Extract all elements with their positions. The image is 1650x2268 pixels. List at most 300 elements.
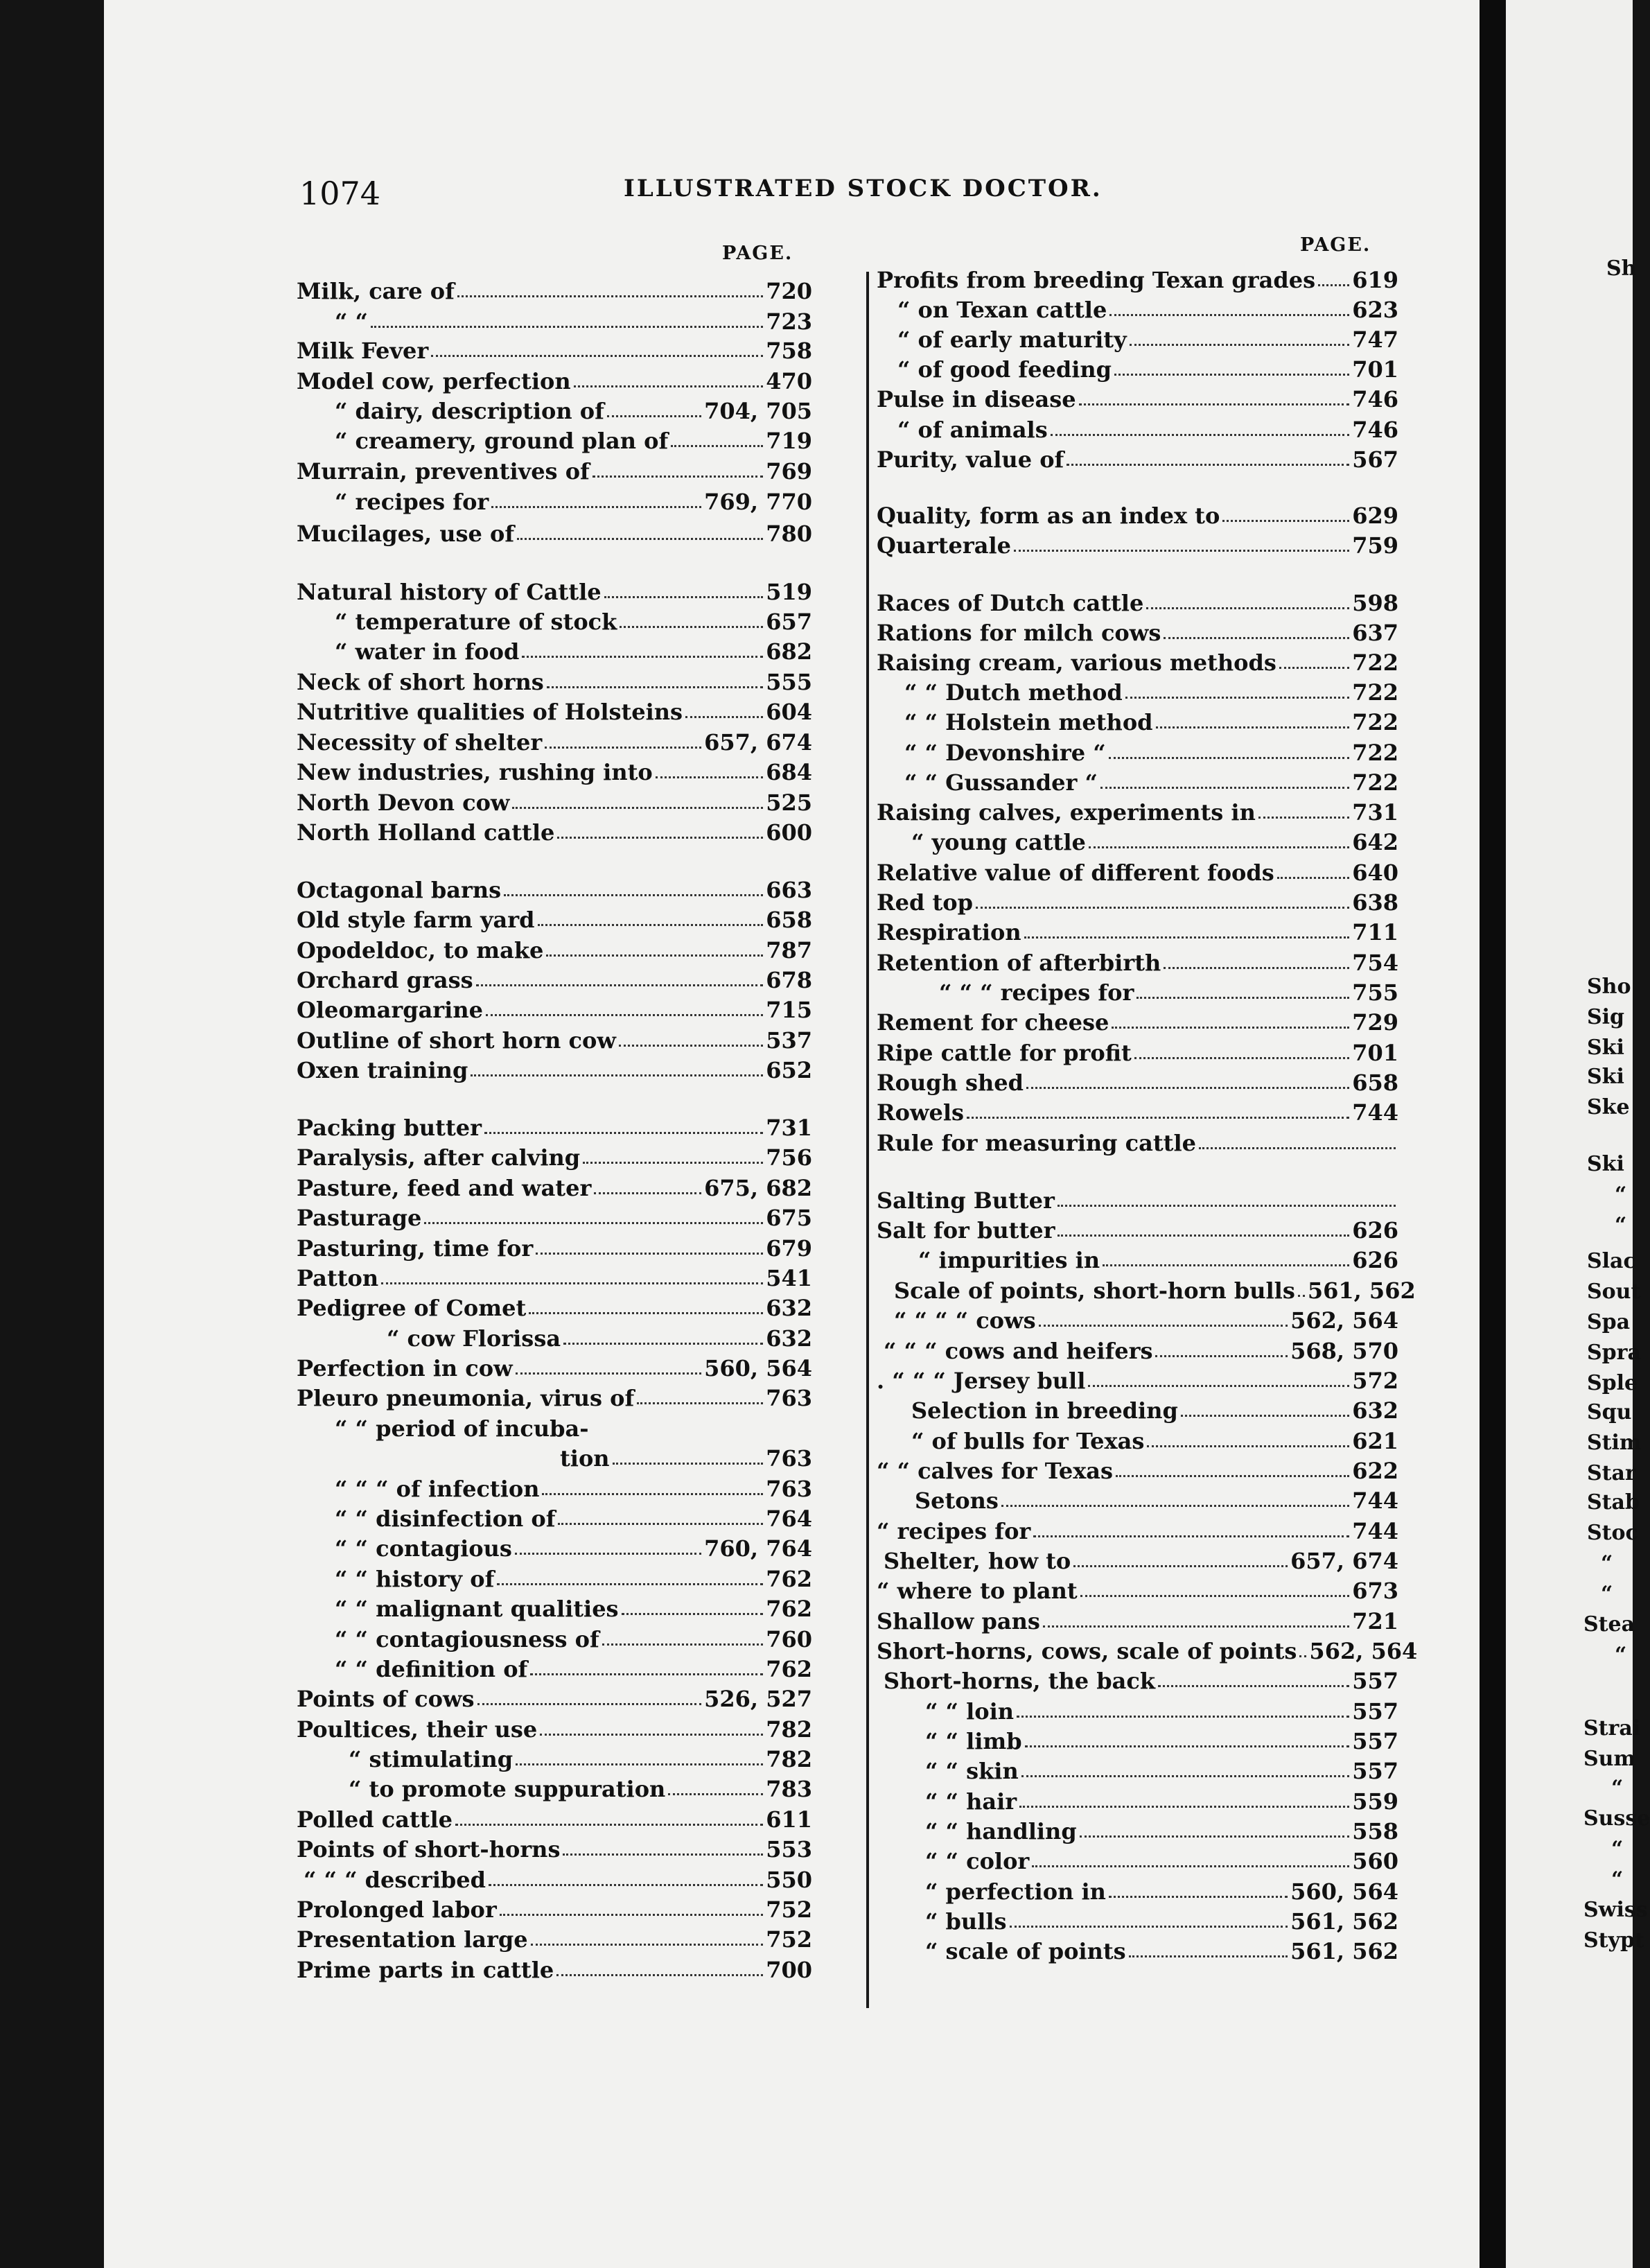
index-entry-label: Retention of afterbirth <box>877 950 1161 976</box>
dot-leader <box>1158 1685 1349 1687</box>
index-entry-page: 638 <box>1352 889 1398 916</box>
index-entry <box>918 1248 1398 1273</box>
index-entry-page: 557 <box>1352 1758 1398 1784</box>
index-entry-page: 626 <box>1352 1217 1398 1244</box>
dot-leader <box>1298 1295 1305 1297</box>
index-entry-label: Milk Fever <box>297 338 429 364</box>
index-entry-page: 632 <box>766 1295 812 1321</box>
index-entry-page: 657 <box>766 609 812 635</box>
index-entry-label: “ “ loin <box>925 1698 1015 1725</box>
index-entry-label: Poultices, their use <box>297 1716 538 1743</box>
index-entry <box>297 1686 812 1711</box>
dot-leader <box>516 1763 763 1765</box>
index-entry-page: 682 <box>766 638 812 665</box>
dot-leader <box>1032 1865 1349 1867</box>
index-entry <box>877 1638 1418 1664</box>
dot-leader <box>531 1944 764 1946</box>
index-entry-page: 541 <box>766 1265 812 1291</box>
index-entry-label: “ dairy, description of <box>335 398 604 424</box>
index-entry-page: 561, 562 <box>1290 1938 1398 1964</box>
index-entry <box>877 1070 1398 1095</box>
dot-leader <box>489 1884 763 1886</box>
dot-leader <box>1033 1535 1349 1537</box>
index-entry-label: Orchard grass <box>297 967 473 993</box>
dot-leader <box>619 1045 763 1047</box>
index-entry-label: “ “ color <box>925 1848 1030 1874</box>
column-divider <box>866 272 869 2008</box>
index-entry-label: “ “ history of <box>335 1566 495 1592</box>
dot-leader <box>685 716 763 718</box>
dot-leader <box>1039 1325 1288 1327</box>
index-entry-label: Short-horns, cows, scale of points <box>877 1638 1297 1664</box>
index-entry <box>939 980 1398 1005</box>
dot-leader <box>1130 344 1350 346</box>
index-entry-label: . “ “ “ Jersey bull <box>877 1368 1086 1394</box>
index-entry-label: New industries, rushing into <box>297 759 653 785</box>
index-entry-page: 722 <box>1352 649 1398 676</box>
index-entry-page: 722 <box>1352 709 1398 735</box>
dot-leader <box>607 415 701 417</box>
index-entry-page: 755 <box>1352 979 1398 1006</box>
facing-page-fragment: Slac <box>1587 1249 1636 1273</box>
index-entry-page: 553 <box>766 1836 812 1863</box>
dot-leader <box>1001 1505 1349 1507</box>
index-entry-label: North Holland cattle <box>297 819 555 846</box>
index-entry-page: 561, 562 <box>1307 1277 1416 1304</box>
index-entry-page: 782 <box>766 1716 812 1743</box>
dot-leader <box>486 1014 763 1016</box>
index-entry-page: 731 <box>1352 799 1398 826</box>
index-entry <box>925 1909 1398 1934</box>
index-entry-page: 763 <box>766 1385 812 1411</box>
index-entry <box>297 1296 812 1320</box>
index-entry-page: 684 <box>766 759 812 785</box>
index-entry-label: Raising calves, experiments in <box>877 799 1256 826</box>
index-entry-label: Paralysis, after calving <box>297 1144 581 1171</box>
dot-leader <box>497 1583 763 1585</box>
facing-page-fragment: “ <box>1601 1582 1613 1606</box>
dot-leader <box>491 506 701 508</box>
index-entry-label: “ of early maturity <box>897 326 1127 353</box>
index-entry-page: 704, 705 <box>704 398 812 424</box>
index-entry <box>297 1115 812 1140</box>
facing-page-fragment: Spra <box>1587 1341 1641 1365</box>
facing-page-fragment: “ <box>1615 1213 1627 1237</box>
index-entry <box>884 1668 1398 1693</box>
index-entry <box>877 1010 1398 1035</box>
index-entry <box>297 1386 812 1411</box>
index-entry <box>925 1759 1398 1783</box>
dot-leader <box>1079 403 1350 405</box>
index-entry <box>297 1957 812 1982</box>
dot-leader <box>1080 1835 1350 1838</box>
index-entry-label: “ “ “ of infection <box>335 1476 540 1502</box>
index-entry <box>884 1549 1398 1573</box>
index-entry <box>335 609 812 634</box>
index-entry-page: 559 <box>1352 1788 1398 1815</box>
index-entry <box>877 533 1398 558</box>
index-entry <box>877 1519 1398 1544</box>
index-entry <box>297 878 812 902</box>
index-entry <box>335 1536 812 1561</box>
index-entry-label: Rowels <box>877 1099 965 1126</box>
dot-leader <box>1279 667 1349 669</box>
index-entry-label: Short-horns, the back <box>884 1668 1155 1694</box>
index-entry-page: 722 <box>1352 769 1398 796</box>
index-entry-label: “ of animals <box>897 417 1048 443</box>
index-entry <box>877 920 1398 945</box>
dot-leader <box>558 1523 763 1525</box>
index-entry <box>894 1277 1416 1304</box>
index-entry-label: Natural history of Cattle <box>297 579 602 605</box>
index-entry-page: 746 <box>1352 386 1398 412</box>
index-entry-label: Rule for measuring cattle <box>877 1130 1196 1156</box>
dot-leader <box>1051 434 1349 436</box>
index-entry <box>877 447 1398 472</box>
index-entry-label: Presentation large <box>297 1926 528 1953</box>
index-entry-label: North Devon cow <box>297 790 510 816</box>
index-entry <box>297 1176 812 1201</box>
index-entry <box>349 1777 812 1802</box>
dot-leader <box>656 776 763 778</box>
facing-page-fragment: Star <box>1587 1461 1636 1485</box>
index-entry <box>304 1867 812 1892</box>
index-entry-page: 787 <box>766 937 812 963</box>
dot-leader <box>530 1673 763 1675</box>
index-entry <box>297 1205 812 1230</box>
index-entry-label: “ recipes for <box>877 1518 1031 1544</box>
index-entry-label: Red top <box>877 889 973 916</box>
index-entry-label: “ “ limb <box>925 1728 1022 1754</box>
index-entry-label: Selection in breeding <box>911 1397 1178 1424</box>
dot-leader <box>668 1793 763 1795</box>
index-entry-label: “ “ Gussander “ <box>904 769 1098 796</box>
index-entry-label: Old style farm yard <box>297 907 535 933</box>
index-entry <box>387 1326 812 1351</box>
dot-leader <box>1024 936 1350 939</box>
dot-leader <box>1116 1475 1349 1477</box>
index-entry-label: Points of short-horns <box>297 1836 561 1863</box>
dot-leader <box>381 1282 763 1284</box>
index-entry-label: “ “ “ described <box>304 1867 486 1893</box>
index-entry-page: 747 <box>1352 326 1398 353</box>
dot-leader <box>613 1463 764 1465</box>
dot-leader <box>1017 1716 1349 1718</box>
index-entry <box>911 830 1398 855</box>
index-entry-page: 721 <box>1352 1608 1398 1634</box>
dot-leader <box>1181 1415 1349 1417</box>
index-entry <box>897 357 1398 382</box>
index-entry <box>877 1188 1398 1213</box>
index-entry-label: “ water in food <box>335 638 520 665</box>
index-entry-label: Mucilages, use of <box>297 521 515 547</box>
index-entry-label: Pasture, feed and water <box>297 1175 592 1201</box>
index-entry-label: Neck of short horns <box>297 669 544 695</box>
dot-leader <box>457 295 763 297</box>
index-entry <box>911 1398 1398 1423</box>
index-entry <box>297 1058 812 1083</box>
index-entry <box>877 1040 1398 1065</box>
index-entry <box>297 1236 812 1261</box>
index-entry-page: 764 <box>766 1506 812 1532</box>
dot-leader <box>542 1493 763 1495</box>
index-entry-label: Pasturing, time for <box>297 1235 534 1262</box>
facing-page-fragment: Susse <box>1583 1806 1650 1831</box>
dot-leader <box>602 1643 763 1646</box>
index-entry <box>877 800 1398 825</box>
index-entry-page: 550 <box>766 1867 812 1893</box>
index-entry-page: 763 <box>766 1445 812 1472</box>
dot-leader <box>620 626 763 628</box>
index-entry <box>904 770 1398 795</box>
index-entry-page: 720 <box>766 278 812 304</box>
index-entry-label: Quality, form as an index to <box>877 503 1220 529</box>
index-entry-page: 611 <box>766 1806 812 1833</box>
index-entry-page: 621 <box>1352 1428 1398 1454</box>
index-entry-label: Pedigree of Comet <box>297 1295 527 1321</box>
page-number: 1074 <box>299 175 381 212</box>
index-entry-page: 519 <box>766 579 812 605</box>
dot-leader <box>1299 1655 1306 1657</box>
index-entry-label: Model cow, perfection <box>297 368 571 394</box>
index-entry-page: 567 <box>1352 446 1398 473</box>
index-entry-label: Polled cattle <box>297 1806 453 1833</box>
index-entry-label: “ stimulating <box>349 1746 514 1772</box>
facing-page-fragment: Stea <box>1583 1612 1635 1637</box>
facing-page-fragment: Stab <box>1587 1490 1640 1515</box>
index-entry-page: 701 <box>1352 356 1398 383</box>
index-entry-page: 744 <box>1352 1099 1398 1126</box>
index-entry <box>297 1356 812 1381</box>
index-entry-page: 722 <box>1352 679 1398 706</box>
index-entry-page: 604 <box>766 699 812 725</box>
index-entry-page: 663 <box>766 877 812 903</box>
index-entry <box>877 1458 1398 1483</box>
index-entry <box>877 387 1398 412</box>
dot-leader <box>538 924 764 926</box>
index-entry <box>297 369 812 394</box>
index-entry-page: 537 <box>766 1027 812 1054</box>
index-entry <box>925 1699 1398 1724</box>
book-gutter <box>1480 0 1506 2268</box>
index-entry-page: 722 <box>1352 740 1398 766</box>
index-entry-page: 752 <box>766 1896 812 1923</box>
facing-page-fragment: Ski <box>1587 1036 1624 1060</box>
dot-leader <box>557 837 763 839</box>
index-entry-page: 637 <box>1352 620 1398 646</box>
index-entry-page: 673 <box>1352 1578 1398 1604</box>
index-entry-page: 658 <box>1352 1070 1398 1096</box>
dot-leader <box>455 1824 763 1826</box>
dot-leader <box>545 747 701 749</box>
dot-leader <box>967 1117 1349 1119</box>
dot-leader <box>671 445 763 447</box>
facing-page-fragment: Sple <box>1587 1371 1638 1395</box>
index-entry <box>925 1849 1398 1874</box>
dot-leader <box>1109 314 1349 316</box>
index-entry-label: Octagonal barns <box>297 877 502 903</box>
index-entry-page: 756 <box>766 1144 812 1171</box>
index-entry-label: Milk, care of <box>297 278 455 304</box>
index-entry <box>335 399 812 424</box>
index-entry-label: “ temperature of stock <box>335 609 617 635</box>
index-entry-page: 769, 770 <box>704 489 812 515</box>
dot-leader <box>1134 1057 1349 1059</box>
dot-leader <box>1103 1264 1349 1266</box>
index-entry-label: Patton <box>297 1265 379 1291</box>
index-entry-label: Salting Butter <box>877 1187 1055 1214</box>
dot-leader <box>547 686 763 688</box>
index-entry <box>297 579 812 604</box>
dot-leader <box>1073 1565 1288 1567</box>
index-entry <box>297 459 812 484</box>
index-entry <box>297 968 812 993</box>
index-entry <box>335 428 812 453</box>
index-entry-label: Opodeldoc, to make <box>297 937 544 963</box>
facing-page-fragment: Ski <box>1587 1065 1624 1089</box>
index-entry <box>877 650 1398 675</box>
facing-page-fragment: Sout <box>1587 1280 1641 1304</box>
index-entry-page: 783 <box>766 1776 812 1802</box>
dot-leader <box>1010 1926 1288 1928</box>
index-entry-label: Pasturage <box>297 1205 422 1231</box>
dot-leader <box>1014 550 1349 552</box>
dot-leader <box>637 1402 763 1404</box>
index-entry-label: “ “ definition of <box>335 1656 528 1682</box>
index-entry-page: 555 <box>766 669 812 695</box>
index-entry-label: “ of bulls for Texas <box>911 1428 1145 1454</box>
index-entry <box>297 1717 812 1742</box>
index-entry-page: 600 <box>766 819 812 846</box>
facing-page-fragment: Sho <box>1587 975 1631 999</box>
index-entry <box>297 760 812 785</box>
index-entry <box>560 1446 812 1471</box>
dot-leader <box>1147 1445 1349 1447</box>
index-entry-label: Ripe cattle for profit <box>877 1040 1132 1066</box>
index-entry <box>904 680 1398 705</box>
dot-leader <box>546 954 763 957</box>
facing-page-fragment: Stypt <box>1583 1928 1644 1953</box>
index-entry <box>297 820 812 845</box>
index-entry-label: Outline of short horn cow <box>297 1027 616 1054</box>
index-entry-label: “ cow Florissa <box>387 1325 561 1352</box>
dot-leader <box>563 1853 763 1856</box>
index-entry <box>335 1506 812 1531</box>
dot-leader <box>484 1132 763 1134</box>
index-entry-page: 598 <box>1352 590 1398 616</box>
index-entry-page: 623 <box>1352 297 1398 323</box>
dot-leader <box>1021 1775 1350 1777</box>
index-entry <box>335 1476 812 1501</box>
index-entry-label: “ of good feeding <box>897 356 1112 383</box>
index-entry-page: 652 <box>766 1057 812 1083</box>
facing-page-fragment: Ski <box>1587 1152 1624 1176</box>
dot-leader <box>477 1703 702 1705</box>
dot-leader <box>1318 284 1349 286</box>
facing-page-fragment: Sh <box>1606 256 1637 281</box>
index-entry-label: Shelter, how to <box>884 1548 1071 1574</box>
facing-page-fragment: “ <box>1615 1643 1627 1667</box>
index-entry <box>925 1819 1398 1844</box>
index-entry-page: 658 <box>766 907 812 933</box>
dot-leader <box>476 984 764 986</box>
index-entry-page: 632 <box>1352 1397 1398 1424</box>
dot-leader <box>1199 1147 1396 1149</box>
index-entry <box>877 1218 1398 1243</box>
index-entry-page: 760 <box>766 1626 812 1652</box>
index-entry-page: 729 <box>1352 1009 1398 1036</box>
index-entry <box>925 1789 1398 1814</box>
dot-leader <box>371 326 763 328</box>
index-entry-label: Perfection in cow <box>297 1355 513 1381</box>
dot-leader <box>471 1074 763 1076</box>
dot-leader <box>622 1613 764 1615</box>
index-entry <box>297 521 812 546</box>
index-entry-page: 632 <box>766 1325 812 1352</box>
index-entry-label: Purity, value of <box>877 446 1064 473</box>
index-entry <box>335 1657 812 1682</box>
index-entry <box>335 1627 812 1652</box>
index-entry-label: “ “ contagiousness of <box>335 1626 599 1652</box>
index-entry-label: Salt for butter <box>877 1217 1055 1244</box>
index-entry <box>877 268 1398 293</box>
index-entry-label: Rations for milch cows <box>877 620 1161 646</box>
index-entry-label: “ recipes for <box>335 489 489 515</box>
index-entry-page: 711 <box>1352 919 1398 945</box>
index-entry-label: “ “ skin <box>925 1758 1019 1784</box>
index-entry <box>335 1416 812 1441</box>
index-entry-page: 762 <box>766 1566 812 1592</box>
index-entry-label: Packing butter <box>297 1115 482 1141</box>
index-entry-page: 780 <box>766 521 812 547</box>
index-entry <box>297 338 812 363</box>
index-entry-label: “ where to plant <box>877 1578 1078 1604</box>
dot-leader <box>1258 817 1349 819</box>
index-entry <box>877 1609 1398 1634</box>
index-entry-label: Points of cows <box>297 1686 475 1712</box>
index-entry-label: “ “ hair <box>925 1788 1017 1815</box>
index-entry <box>297 907 812 932</box>
index-entry <box>897 297 1398 322</box>
dot-leader <box>1067 464 1349 466</box>
index-entry-page: 561, 562 <box>1290 1908 1398 1935</box>
index-entry-page: 752 <box>766 1926 812 1953</box>
index-entry-page: 675 <box>766 1205 812 1231</box>
dot-leader <box>583 1162 763 1164</box>
dot-leader <box>512 807 763 809</box>
index-entry-page: 572 <box>1352 1368 1398 1394</box>
index-entry-label: “ perfection in <box>925 1878 1106 1905</box>
index-entry-label: Oleomargarine <box>297 997 483 1023</box>
index-entry <box>877 503 1398 528</box>
index-entry-label: Rough shed <box>877 1070 1024 1096</box>
index-entry-label: Rement for cheese <box>877 1009 1109 1036</box>
index-entry <box>297 1266 812 1291</box>
index-entry-page: 657, 674 <box>1290 1548 1398 1574</box>
dot-leader <box>594 1192 701 1194</box>
dot-leader <box>517 538 763 540</box>
index-entry-page: 470 <box>766 368 812 394</box>
dot-leader <box>1125 697 1349 699</box>
index-entry <box>297 699 812 724</box>
dot-leader <box>1043 1625 1349 1628</box>
dot-leader <box>522 656 763 658</box>
index-entry-label: “ on Texan cattle <box>897 297 1107 323</box>
index-entry-label: Pulse in disease <box>877 386 1076 412</box>
dot-leader <box>1156 726 1350 729</box>
index-entry-label: “ “ calves for Texas <box>877 1458 1114 1484</box>
index-entry-label: Pleuro pneumonia, virus of <box>297 1385 635 1411</box>
